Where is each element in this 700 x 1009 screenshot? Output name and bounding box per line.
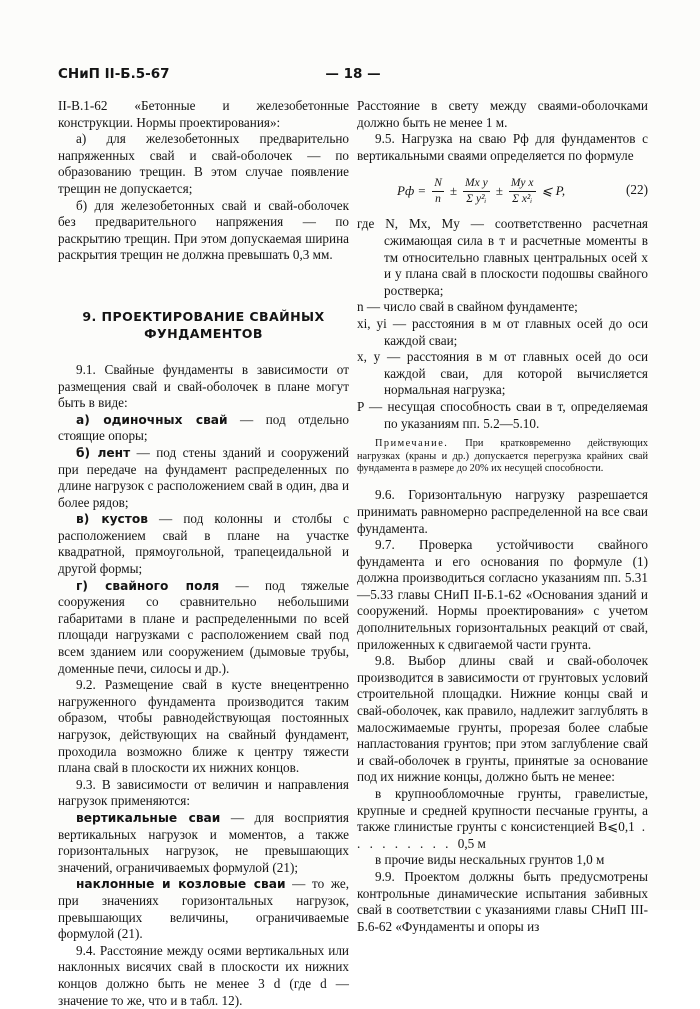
depth-value: 0,5 м bbox=[457, 835, 486, 851]
term: г) свайного поля bbox=[76, 578, 220, 593]
note-label: Примечание. bbox=[375, 438, 449, 450]
term-text: — под отдельно стоящие опоры; bbox=[58, 411, 349, 444]
section-heading: 9. ПРОЕКТИРОВАНИЕ СВАЙНЫХ ФУНДАМЕНТОВ bbox=[82, 308, 325, 341]
paragraph-9-5: 9.5. Нагрузка на сваю Pф для фундаментов с вертикальными сваями определяется по формуле bbox=[357, 131, 648, 163]
paragraph: а) для железобетонных предварительно напряженных свай и свай-оболочек — по образованию трещин. В этом случае появление трещин не допускается; bbox=[58, 131, 349, 196]
definition-item: n — число свай в свайном фундаменте; bbox=[357, 299, 578, 315]
paragraph-9-8: 9.8. Выбор длины свай и свай-оболочек производится в зависимости от грунтовых условий строительной площадки. Нижние концы свай и свай-оболочек, как правило, надлежит заглублять в малосжимаемые грунты, прорезая более слабые напластования грунтов; при этом заглубление свай и свай-оболочек в грунты, принятые за основание под их нижние концы, должно быть не менее: bbox=[357, 653, 648, 785]
paragraph: Расстояние в свету между сваями-оболочками должно быть не менее 1 м. bbox=[357, 98, 648, 130]
paragraph-9-7: 9.7. Проверка устойчивости свайного фундамента и его основания по формуле (1) должна производиться согласно указаниям пп. 5.31—5.33 главы СНиП II-Б.1-62 «Основания зданий и сооружений. Нормы проектирования» с учетом дополнительных горизонтальных реакций от свай, приложенных к сдвигаемой части грунта. bbox=[357, 537, 648, 652]
numerator: Mx y bbox=[463, 177, 490, 192]
note-text: При кратковременно действующих нагрузках (краны и др.) допускается перегрузка крайних свай фундамента в размере до 20% их несущей способности. bbox=[357, 438, 648, 474]
plus-minus: ± bbox=[495, 183, 503, 199]
page-number: — 18 — bbox=[325, 66, 381, 82]
denominator: Σ x²ᵢ bbox=[512, 192, 533, 205]
denominator: n bbox=[435, 192, 441, 205]
paragraph-9-6: 9.6. Горизонтальную нагрузку разрешается принимать равномерно распределенной на все сваи фундамента. bbox=[357, 487, 648, 536]
document-code: СНиП II-Б.5-67 bbox=[58, 66, 170, 82]
term: наклонные и козловые сваи bbox=[76, 877, 286, 892]
paragraph-9-3: 9.3. В зависимости от величин и направления нагрузок применяются: bbox=[58, 776, 349, 809]
formula-22 bbox=[357, 170, 648, 212]
equation-number: (22) bbox=[626, 182, 648, 198]
denominator: Σ y²ᵢ bbox=[466, 192, 487, 205]
term: б) лент bbox=[76, 445, 131, 460]
paragraph-9-1: 9.1. Свайные фундаменты в зависимости от размещения свай и свай-оболочек в плане могут быть в виде: bbox=[58, 361, 349, 411]
list-item bbox=[58, 810, 349, 876]
definition-item: x, y — расстояния в м от главных осей до оси каждой сваи, для которой вычисляется нормальная нагрузка; bbox=[357, 349, 648, 398]
list-item: в прочие виды нескальных грунтов 1,0 м bbox=[375, 852, 605, 868]
formula-rhs: ⩽ P, bbox=[541, 183, 566, 199]
fraction bbox=[432, 177, 444, 206]
term: вертикальные сваи bbox=[76, 810, 221, 825]
page-header bbox=[58, 66, 648, 86]
paragraph-9-9: 9.9. Проектом должны быть предусмотрены контрольные динамические испытания забивных свай в соответствии с указаниями главы СНиП III-Б.6-62 «Фундаменты и опоры из bbox=[357, 868, 648, 934]
term-text: — под тяжелые сооружения со сравнительно небольшими габаритами в плане и распределенными по всей площади нагрузками с расположением свай под всем зданием или сооружением (дымовые трубы, доменные печи, силосы и др.). bbox=[58, 577, 349, 676]
definition-item: где N, Mx, My — соответственно расчетная сжимающая сила в т и расчетные моменты в тм относительно главных центральных осей x и y плана свай в плоскости подошвы свайного ростверка; bbox=[357, 216, 648, 298]
list-item bbox=[357, 786, 648, 852]
leader-dots: . . . . . . . . . bbox=[357, 819, 649, 851]
depth-text: в крупнообломочные грунты, гравелистые, крупные и средней крупности песчаные грунты, а также глинистые грунты с консистенцией B⩽0,1 bbox=[357, 786, 648, 835]
left-column bbox=[58, 98, 349, 1009]
paragraph: б) для железобетонных свай и свай-оболочек без предварительного напряжения — по раскрытию трещин. При этом допускаемая ширина раскрытия трещин не должна превышать 0,3 мм. bbox=[58, 197, 349, 263]
paragraph-9-4: 9.4. Расстояние между осями вертикальных или наклонных висячих свай в плоскости их нижних концов должно быть не менее 3 d (где d — значение то же, что и в табл. 12). bbox=[58, 942, 349, 1008]
term-text: — под стены зданий и сооружений при передаче на фундамент распределенных по длине нагрузок с расположением свай в один, два и более рядов; bbox=[58, 444, 349, 510]
paragraph: II-В.1-62 «Бетонные и железобетонные конструкции. Нормы проектирования»: bbox=[58, 98, 349, 130]
definition-item: P — несущая способность сваи в т, определяемая по указаниям пп. 5.2—5.10. bbox=[357, 398, 648, 431]
list-item bbox=[58, 511, 349, 577]
right-column bbox=[357, 98, 648, 935]
definitions-list bbox=[357, 216, 648, 432]
numerator: N bbox=[432, 177, 444, 192]
paragraph-9-2: 9.2. Размещение свай в кусте внецентренно нагруженного фундамента производится таким образом, чтобы равнодействующая постоянных нагрузок, действующих на свайный фундамент, проходила возможно ближе к центру тяжести плана свай в плоскости их нижних концов. bbox=[58, 677, 349, 776]
term-text: — для восприятия вертикальных нагрузок и моментов, а также горизонтальных нагрузок, не превышающих значений, ограничиваемых формулой (21); bbox=[58, 809, 349, 875]
fraction bbox=[463, 177, 490, 206]
plus-minus: ± bbox=[449, 183, 458, 199]
numerator: My x bbox=[509, 177, 536, 192]
term-text: — то же, при значениях горизонтальных нагрузок, превышающих величины, ограничиваемые формулой (21). bbox=[58, 876, 349, 942]
definition-item: xi, yi — расстояния в м от главных осей до оси каждой сваи; bbox=[357, 315, 648, 348]
term: а) одиночных свай bbox=[76, 412, 228, 427]
list-item bbox=[58, 445, 349, 511]
formula-lhs: Pф = bbox=[397, 183, 427, 199]
note bbox=[357, 438, 648, 475]
fraction bbox=[509, 177, 536, 206]
list-item bbox=[58, 578, 349, 678]
list-item bbox=[58, 412, 349, 445]
term: в) кустов bbox=[76, 512, 148, 527]
term-text: — под колонны и столбы с расположением свай в плане на участке квадратной, прямоугольной, трапецеидальной и другой формы; bbox=[58, 511, 349, 577]
